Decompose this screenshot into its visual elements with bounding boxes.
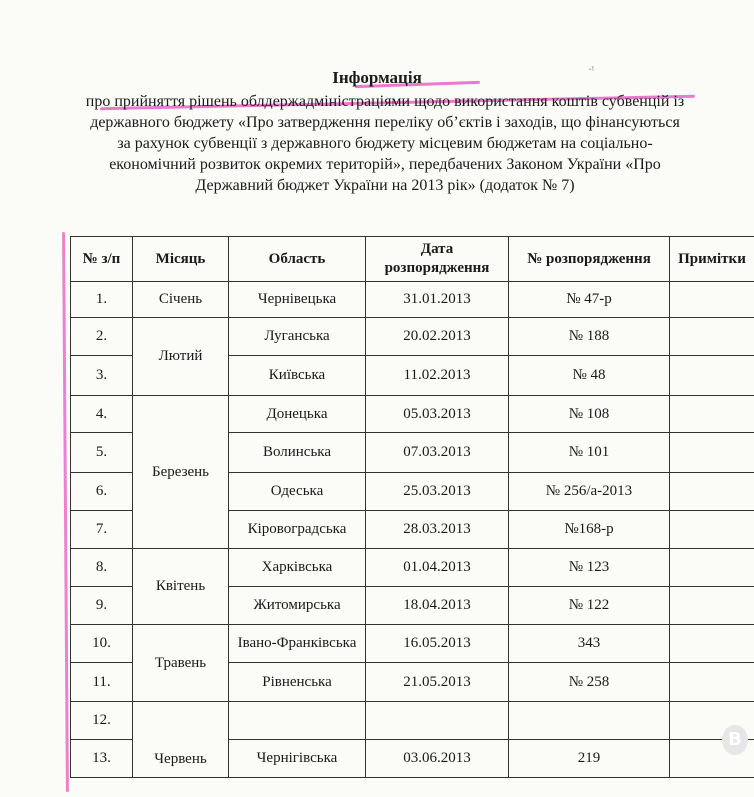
date-cell: 31.01.2013: [366, 282, 509, 318]
row-number: 3.: [71, 356, 133, 396]
oblast-cell: Київська: [229, 356, 366, 396]
date-cell: 21.05.2013: [366, 663, 509, 702]
order-cell: [509, 702, 670, 740]
table-row: [71, 396, 754, 433]
oblast-cell: Житомирська: [229, 587, 366, 625]
oblast-cell: Волинська: [229, 433, 366, 473]
table-row: [71, 282, 754, 318]
note-cell: [670, 396, 754, 433]
order-cell: № 47-р: [509, 282, 670, 318]
table-header-row: [71, 237, 754, 282]
table-row: [71, 549, 754, 587]
note-cell: [670, 549, 754, 587]
note-cell: [670, 433, 754, 473]
oblast-cell: Донецька: [229, 396, 366, 433]
oblast-cell: Чернігівська: [229, 740, 366, 778]
date-cell: 05.03.2013: [366, 396, 509, 433]
header-oblast: Область: [229, 237, 366, 282]
header-notes: Примітки: [670, 237, 754, 282]
table-row: [71, 702, 754, 740]
date-cell: 11.02.2013: [366, 356, 509, 396]
header-order: № розпорядження: [509, 237, 670, 282]
note-cell: [670, 625, 754, 663]
row-number: 10.: [71, 625, 133, 663]
oblast-cell: [229, 702, 366, 740]
oblast-cell: Кіровоградська: [229, 511, 366, 549]
oblast-cell: Луганська: [229, 318, 366, 356]
order-cell: № 256/а-2013: [509, 473, 670, 511]
header-num: № з/п: [71, 237, 133, 282]
oblast-cell: Харківська: [229, 549, 366, 587]
row-number: 11.: [71, 663, 133, 702]
row-number: 4.: [71, 396, 133, 433]
order-cell: № 48: [509, 356, 670, 396]
date-cell: 01.04.2013: [366, 549, 509, 587]
pen-scribble: ·ᵎ: [588, 62, 594, 76]
orders-table: [70, 236, 754, 778]
month-cell: Січень: [133, 282, 229, 318]
row-number: 6.: [71, 473, 133, 511]
order-cell: № 101: [509, 433, 670, 473]
highlighter-mark-margin: [62, 232, 69, 792]
row-number: 7.: [71, 511, 133, 549]
note-cell: [670, 282, 754, 318]
oblast-cell: Рівненська: [229, 663, 366, 702]
table-row: [71, 318, 754, 356]
month-cell: Квітень: [133, 549, 229, 625]
note-cell: [670, 663, 754, 702]
month-cell: Лютий: [133, 318, 229, 396]
row-number: 13.: [71, 740, 133, 778]
publisher-watermark-icon: [722, 725, 748, 755]
date-cell: 16.05.2013: [366, 625, 509, 663]
month-cell: Травень: [133, 625, 229, 702]
date-cell: 20.02.2013: [366, 318, 509, 356]
date-cell: 18.04.2013: [366, 587, 509, 625]
document-title: Інформація: [332, 68, 422, 87]
order-cell: № 108: [509, 396, 670, 433]
date-cell: 28.03.2013: [366, 511, 509, 549]
order-cell: 343: [509, 625, 670, 663]
oblast-cell: Івано-Франківська: [229, 625, 366, 663]
row-number: 12.: [71, 702, 133, 740]
note-cell: [670, 511, 754, 549]
month-cell: Червень: [133, 702, 229, 778]
date-cell: 03.06.2013: [366, 740, 509, 778]
row-number: 5.: [71, 433, 133, 473]
row-number: 1.: [71, 282, 133, 318]
order-cell: № 122: [509, 587, 670, 625]
oblast-cell: Чернівецька: [229, 282, 366, 318]
table-row: [71, 625, 754, 663]
note-cell: [670, 473, 754, 511]
order-cell: № 188: [509, 318, 670, 356]
row-number: 8.: [71, 549, 133, 587]
note-cell: [670, 356, 754, 396]
row-number: 2.: [71, 318, 133, 356]
document-subtitle: про прийняття рішень облдержадміністраціями щодо використання коштів субвенцій із державного бюджету «Про затвердження переліку об’єктів і заходів, що фінансуються за рахунок субвенції з державного бюджету місцевим бюджетам на соціально-економічний розвиток окремих територій», передбачених Законом України «Про Державний бюджет України на 2013 рік» (додаток № 7): [85, 93, 685, 194]
date-cell: [366, 702, 509, 740]
watermark-letter: В: [728, 729, 742, 750]
note-cell: [670, 587, 754, 625]
header-date: Дата розпорядження: [366, 237, 509, 282]
month-cell: Березень: [133, 396, 229, 549]
header-month: Місяць: [133, 237, 229, 282]
oblast-cell: Одеська: [229, 473, 366, 511]
order-cell: №168-р: [509, 511, 670, 549]
date-cell: 07.03.2013: [366, 433, 509, 473]
date-cell: 25.03.2013: [366, 473, 509, 511]
order-cell: 219: [509, 740, 670, 778]
row-number: 9.: [71, 587, 133, 625]
note-cell: [670, 318, 754, 356]
order-cell: № 258: [509, 663, 670, 702]
order-cell: № 123: [509, 549, 670, 587]
